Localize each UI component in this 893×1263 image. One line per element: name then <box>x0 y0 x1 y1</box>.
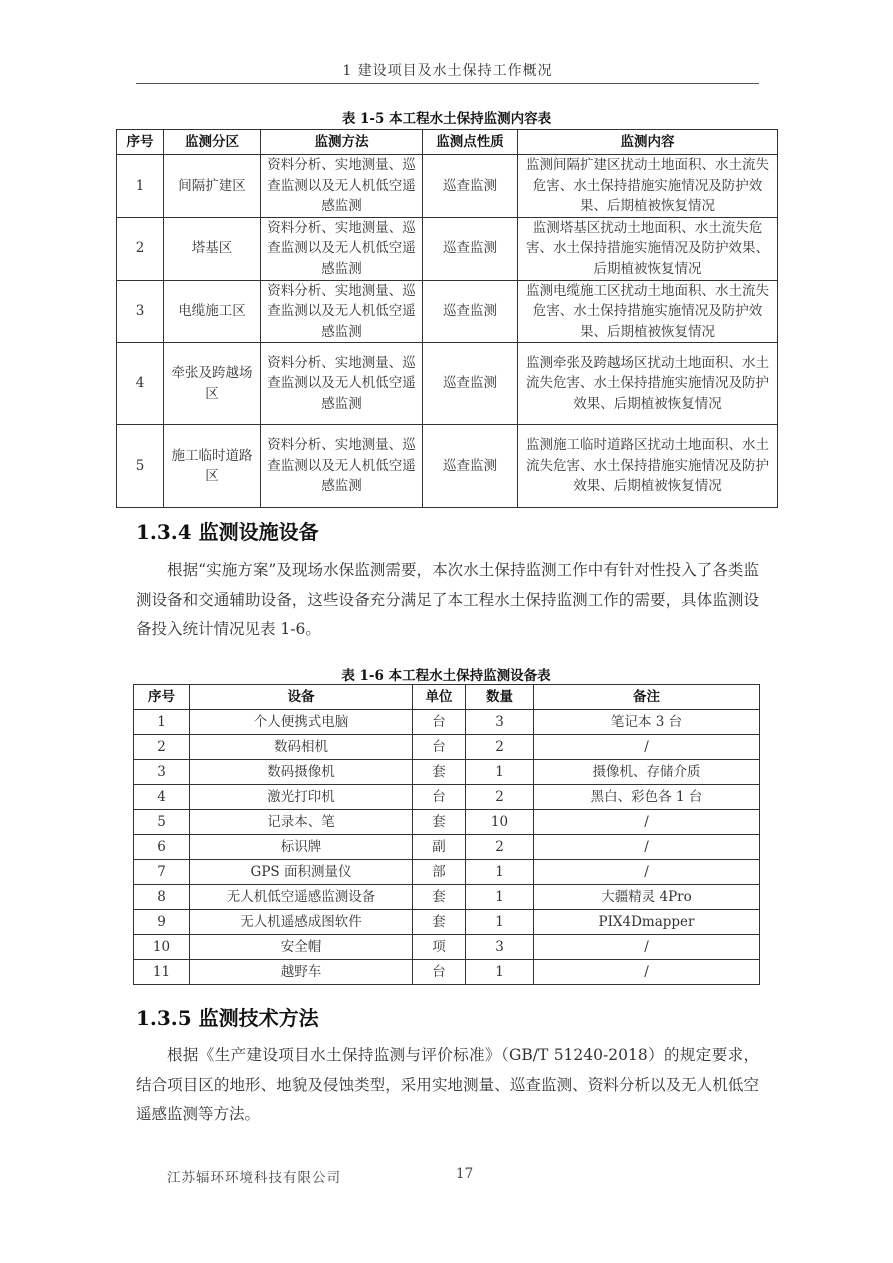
table-row <box>117 217 778 280</box>
table-1-6-caption: 表 1-6 本工程水土保持监测设备表 <box>341 668 551 684</box>
cell-device: 无人机遥感成图软件 <box>190 910 413 935</box>
cell-note: / <box>534 960 760 985</box>
cell-no: 2 <box>134 735 190 760</box>
cell-unit: 套 <box>413 810 466 835</box>
table-row <box>134 760 760 785</box>
table-row <box>134 910 760 935</box>
table-row <box>117 425 778 508</box>
cell-method: 资料分析、实地测量、巡查监测以及无人机低空遥感监测 <box>261 343 423 425</box>
cell-note: / <box>534 935 760 960</box>
header-nature: 监测点性质 <box>423 130 518 155</box>
cell-no: 4 <box>117 343 164 425</box>
running-header: 1 建设项目及水土保持工作概况 <box>342 63 553 79</box>
cell-device: 记录本、笔 <box>190 810 413 835</box>
cell-quantity: 1 <box>466 760 534 785</box>
cell-no: 3 <box>134 760 190 785</box>
section-1-3-4-paragraph: 根据“实施方案”及现场水保监测需要，本次水土保持监测工作中有针对性投入了各类监测设备和交通辅助设备，这些设备充分满足了本工程水土保持监测工作的需要，具体监测设备投入统计情况见表 1-6。 <box>136 561 759 638</box>
header-quantity: 数量 <box>466 685 534 710</box>
cell-no: 3 <box>117 280 164 343</box>
cell-device: 无人机低空遥感监测设备 <box>190 885 413 910</box>
cell-quantity: 3 <box>466 935 534 960</box>
table-header-row <box>117 130 778 155</box>
cell-nature: 巡查监测 <box>423 280 518 343</box>
cell-zone: 牵张及跨越场区 <box>164 343 261 425</box>
cell-device: 标识牌 <box>190 835 413 860</box>
cell-unit: 部 <box>413 860 466 885</box>
table-1-5-caption: 表 1-5 本工程水土保持监测内容表 <box>341 111 552 127</box>
header-device: 设备 <box>190 685 413 710</box>
table-header-row <box>134 685 760 710</box>
page-number: 17 <box>456 1166 474 1182</box>
cell-zone: 间隔扩建区 <box>164 155 261 218</box>
cell-content: 监测施工临时道路区扰动土地面积、水土流失危害、水土保持措施实施情况及防护效果、后期植被恢复情况 <box>518 425 778 508</box>
cell-no: 2 <box>117 217 164 280</box>
table-row <box>134 835 760 860</box>
section-heading-1-3-5: 1.3.5 监测技术方法 <box>136 1006 319 1030</box>
cell-note: / <box>534 735 760 760</box>
cell-note: 大疆精灵 4Pro <box>534 885 760 910</box>
cell-unit: 台 <box>413 735 466 760</box>
cell-no: 5 <box>134 810 190 835</box>
cell-device: 数码相机 <box>190 735 413 760</box>
cell-device: 个人便携式电脑 <box>190 710 413 735</box>
cell-no: 10 <box>134 935 190 960</box>
table-1-5 <box>116 129 778 508</box>
table-row <box>134 710 760 735</box>
table-row <box>134 860 760 885</box>
table-row <box>117 155 778 218</box>
cell-content: 监测塔基区扰动土地面积、水土流失危害、水土保持措施实施情况及防护效果、后期植被恢复情况 <box>518 217 778 280</box>
table-row <box>117 280 778 343</box>
cell-method: 资料分析、实地测量、巡查监测以及无人机低空遥感监测 <box>261 425 423 508</box>
cell-zone: 塔基区 <box>164 217 261 280</box>
cell-quantity: 2 <box>466 735 534 760</box>
cell-quantity: 1 <box>466 960 534 985</box>
cell-no: 9 <box>134 910 190 935</box>
cell-nature: 巡查监测 <box>423 343 518 425</box>
cell-unit: 台 <box>413 710 466 735</box>
cell-note: / <box>534 810 760 835</box>
cell-nature: 巡查监测 <box>423 425 518 508</box>
header-no: 序号 <box>134 685 190 710</box>
cell-note: 摄像机、存储介质 <box>534 760 760 785</box>
cell-no: 5 <box>117 425 164 508</box>
cell-unit: 套 <box>413 910 466 935</box>
cell-quantity: 2 <box>466 835 534 860</box>
cell-note: PIX4Dmapper <box>534 910 760 935</box>
cell-quantity: 2 <box>466 785 534 810</box>
cell-zone: 施工临时道路区 <box>164 425 261 508</box>
cell-method: 资料分析、实地测量、巡查监测以及无人机低空遥感监测 <box>261 217 423 280</box>
header-method: 监测方法 <box>261 130 423 155</box>
table-row <box>134 735 760 760</box>
header-rule <box>136 83 759 84</box>
table-row <box>134 960 760 985</box>
cell-no: 11 <box>134 960 190 985</box>
cell-nature: 巡查监测 <box>423 217 518 280</box>
header-content: 监测内容 <box>518 130 778 155</box>
cell-zone: 电缆施工区 <box>164 280 261 343</box>
header-unit: 单位 <box>413 685 466 710</box>
cell-method: 资料分析、实地测量、巡查监测以及无人机低空遥感监测 <box>261 155 423 218</box>
section-heading-1-3-4: 1.3.4 监测设施设备 <box>136 520 319 544</box>
cell-note: 黑白、彩色各 1 台 <box>534 785 760 810</box>
cell-quantity: 1 <box>466 860 534 885</box>
cell-device: GPS 面积测量仪 <box>190 860 413 885</box>
cell-content: 监测电缆施工区扰动土地面积、水土流失危害、水土保持措施实施情况及防护效果、后期植被恢复情况 <box>518 280 778 343</box>
table-row <box>117 343 778 425</box>
cell-no: 4 <box>134 785 190 810</box>
table-row <box>134 810 760 835</box>
header-no: 序号 <box>117 130 164 155</box>
cell-content: 监测牵张及跨越场区扰动土地面积、水土流失危害、水土保持措施实施情况及防护效果、后期植被恢复情况 <box>518 343 778 425</box>
table-row <box>134 885 760 910</box>
cell-device: 激光打印机 <box>190 785 413 810</box>
cell-quantity: 10 <box>466 810 534 835</box>
cell-unit: 套 <box>413 885 466 910</box>
cell-quantity: 1 <box>466 885 534 910</box>
cell-unit: 项 <box>413 935 466 960</box>
cell-nature: 巡查监测 <box>423 155 518 218</box>
cell-device: 安全帽 <box>190 935 413 960</box>
cell-note: 笔记本 3 台 <box>534 710 760 735</box>
cell-unit: 套 <box>413 760 466 785</box>
cell-device: 越野车 <box>190 960 413 985</box>
cell-unit: 副 <box>413 835 466 860</box>
cell-note: / <box>534 860 760 885</box>
cell-no: 7 <box>134 860 190 885</box>
cell-method: 资料分析、实地测量、巡查监测以及无人机低空遥感监测 <box>261 280 423 343</box>
header-note: 备注 <box>534 685 760 710</box>
table-row <box>134 785 760 810</box>
cell-unit: 台 <box>413 785 466 810</box>
cell-quantity: 3 <box>466 710 534 735</box>
cell-device: 数码摄像机 <box>190 760 413 785</box>
section-1-3-5-paragraph: 根据《生产建设项目水土保持监测与评价标准》（GB/T 51240-2018）的规定要求，结合项目区的地形、地貌及侵蚀类型，采用实地测量、巡查监测、资料分析以及无人机低空遥感监测等方法。 <box>136 1046 759 1123</box>
header-zone: 监测分区 <box>164 130 261 155</box>
cell-unit: 台 <box>413 960 466 985</box>
cell-no: 1 <box>134 710 190 735</box>
cell-note: / <box>534 835 760 860</box>
table-1-6 <box>133 684 760 985</box>
cell-no: 1 <box>117 155 164 218</box>
cell-no: 6 <box>134 835 190 860</box>
cell-content: 监测间隔扩建区扰动土地面积、水土流失危害、水土保持措施实施情况及防护效果、后期植被恢复情况 <box>518 155 778 218</box>
table-row <box>134 935 760 960</box>
cell-quantity: 1 <box>466 910 534 935</box>
cell-no: 8 <box>134 885 190 910</box>
footer-company: 江苏辐环环境科技有限公司 <box>167 1170 341 1186</box>
